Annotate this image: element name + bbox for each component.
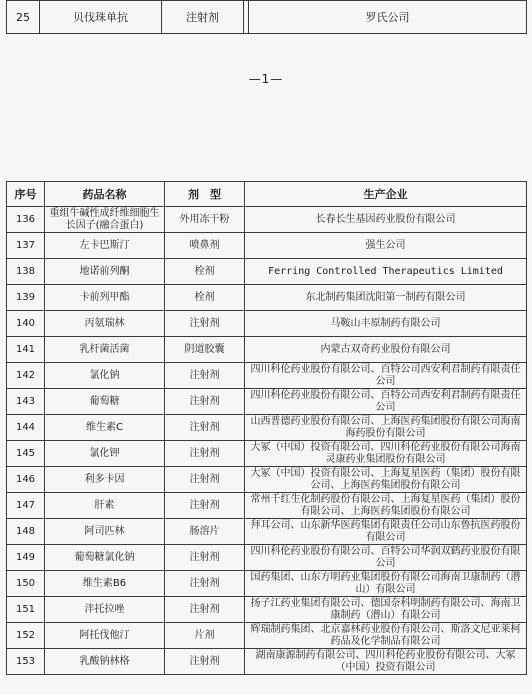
drug-name: 左卡巴斯汀: [45, 233, 165, 259]
manufacturer: 内蒙古双奇药业股份有限公司: [245, 337, 527, 363]
dosage-form: 栓剂: [165, 259, 245, 285]
table-row: [7, 441, 527, 467]
header-number: 序号: [7, 182, 45, 207]
drug-name: 泮托拉唑: [45, 597, 165, 623]
table-body: [7, 207, 527, 675]
dosage-form: 栓剂: [165, 285, 245, 311]
manufacturer: 大冢（中国）投资有限公司、上海复星医药（集团）股份有限公司、上海医药集团股份有限公司: [245, 467, 527, 493]
dosage-form: 注射剂: [165, 389, 245, 415]
drug-name: 阿司匹林: [45, 519, 165, 545]
dosage-form: 喷鼻剂: [165, 233, 245, 259]
manufacturer: 四川科伦药业股份有限公司、百特公司华润双鹤药业股份有限公司: [245, 545, 527, 571]
dosage-form: 外用冻干粉: [165, 207, 245, 233]
drug-name: 葡萄糖氯化钠: [45, 545, 165, 571]
row-number: 146: [7, 467, 45, 493]
dosage-form: 注射剂: [162, 1, 244, 34]
dosage-form: 阴道胶囊: [165, 337, 245, 363]
table-row: [7, 597, 527, 623]
drug-name: 利多卡因: [45, 467, 165, 493]
table-row: [7, 233, 527, 259]
row-number: 139: [7, 285, 45, 311]
manufacturer: 拜耳公司、山东新华医药集团有限责任公司山东鲁抗医药股份有限公司: [245, 519, 527, 545]
manufacturer: 东北制药集团沈阳第一制药有限公司: [245, 285, 527, 311]
row-number: 150: [7, 571, 45, 597]
drug-name: 丙氨瑞林: [45, 311, 165, 337]
table-row: [7, 207, 527, 233]
row-number: 152: [7, 623, 45, 649]
drug-name: 氯化钠: [45, 363, 165, 389]
header-manufacturer: 生产企业: [245, 182, 527, 207]
table-row: [7, 389, 527, 415]
manufacturer: 扬子江药业集团有限公司、德国奈科明制药有限公司、海南卫康制药（潜山）有限公司: [245, 597, 527, 623]
row-number: 25: [7, 1, 40, 34]
manufacturer: 长春长生基因药业股份有限公司: [245, 207, 527, 233]
header-dosage-form: 剂 型: [165, 182, 245, 207]
table-row: [7, 415, 527, 441]
manufacturer: 马鞍山丰原制药有限公司: [245, 311, 527, 337]
row-number: 153: [7, 649, 45, 675]
table-row: [7, 1, 527, 34]
dosage-form: 注射剂: [165, 415, 245, 441]
row-number: 149: [7, 545, 45, 571]
page-number: —1—: [248, 72, 284, 86]
row-number: 145: [7, 441, 45, 467]
manufacturer: 山西普德药业股份有限公司、上海医药集团股份有限公司海南海药股份有限公司: [245, 415, 527, 441]
dosage-form: 注射剂: [165, 363, 245, 389]
row-number: 136: [7, 207, 45, 233]
dosage-form: 肠溶片: [165, 519, 245, 545]
dosage-form: 注射剂: [165, 649, 245, 675]
drug-list-table: [6, 181, 527, 675]
dosage-form: 注射剂: [165, 441, 245, 467]
drug-name: 乳酸钠林格: [45, 649, 165, 675]
manufacturer: 湖南康源制药有限公司、四川科伦药业股份有限公司、大冢（中国）投资有限公司: [245, 649, 527, 675]
manufacturer: 国药集团、山东方明药业集团股份有限公司海南卫康制药（潜山）有限公司: [245, 571, 527, 597]
drug-name: 维生素B6: [45, 571, 165, 597]
manufacturer: 常州千红生化制药股份有限公司、上海复星医药（集团）股份有限公司、上海医药集团股份有限公司: [245, 493, 527, 519]
table-row: [7, 493, 527, 519]
drug-name: 氯化钾: [45, 441, 165, 467]
table-row: [7, 311, 527, 337]
manufacturer: 四川科伦药业股份有限公司、百特公司西安利君制药有限责任公司: [245, 363, 527, 389]
row-number: 147: [7, 493, 45, 519]
dosage-form: 片剂: [165, 623, 245, 649]
header-drug-name: 药品名称: [45, 182, 165, 207]
table-row: [7, 259, 527, 285]
dosage-form: 注射剂: [165, 545, 245, 571]
table-header-row: [7, 182, 527, 207]
row-number: 148: [7, 519, 45, 545]
table-row: [7, 649, 527, 675]
table-row: [7, 623, 527, 649]
drug-name: 乳杆菌活菌: [45, 337, 165, 363]
dosage-form: 注射剂: [165, 493, 245, 519]
row-number: 144: [7, 415, 45, 441]
row-number: 143: [7, 389, 45, 415]
table-row: [7, 337, 527, 363]
manufacturer: 强生公司: [245, 233, 527, 259]
dosage-form: 注射剂: [165, 467, 245, 493]
row-number: 138: [7, 259, 45, 285]
drug-name: 维生素C: [45, 415, 165, 441]
dosage-form: 注射剂: [165, 597, 245, 623]
manufacturer: 四川科伦药业股份有限公司、百特公司西安利君制药有限责任公司: [245, 389, 527, 415]
drug-name: 肝素: [45, 493, 165, 519]
dosage-form: 注射剂: [165, 311, 245, 337]
manufacturer: 罗氏公司: [249, 1, 527, 34]
table-row: [7, 285, 527, 311]
previous-page-table: [6, 0, 527, 34]
drug-name: 阿托伐他汀: [45, 623, 165, 649]
drug-name: 葡萄糖: [45, 389, 165, 415]
table-row: [7, 467, 527, 493]
manufacturer: 辉瑞制药集团、北京嘉林药业股份有限公司、斯洛文尼亚莱柯药品及化学制品有限公司: [245, 623, 527, 649]
table-row: [7, 519, 527, 545]
row-number: 151: [7, 597, 45, 623]
row-number: 141: [7, 337, 45, 363]
table-row: [7, 363, 527, 389]
table-row: [7, 545, 527, 571]
row-number: 140: [7, 311, 45, 337]
table-row: [7, 571, 527, 597]
dosage-form: 注射剂: [165, 571, 245, 597]
drug-name: 重组牛碱性成纤维细胞生长因子(融合蛋白): [45, 207, 165, 233]
drug-name: 地诺前列酮: [45, 259, 165, 285]
manufacturer: 大冢（中国）投资有限公司、四川科伦药业股份有限公司海南灵康药业集团股份有限公司: [245, 441, 527, 467]
drug-name: 卡前列甲酯: [45, 285, 165, 311]
row-number: 137: [7, 233, 45, 259]
manufacturer: Ferring Controlled Therapeutics Limited: [245, 259, 527, 285]
row-number: 142: [7, 363, 45, 389]
drug-name: 贝伐珠单抗: [40, 1, 162, 34]
